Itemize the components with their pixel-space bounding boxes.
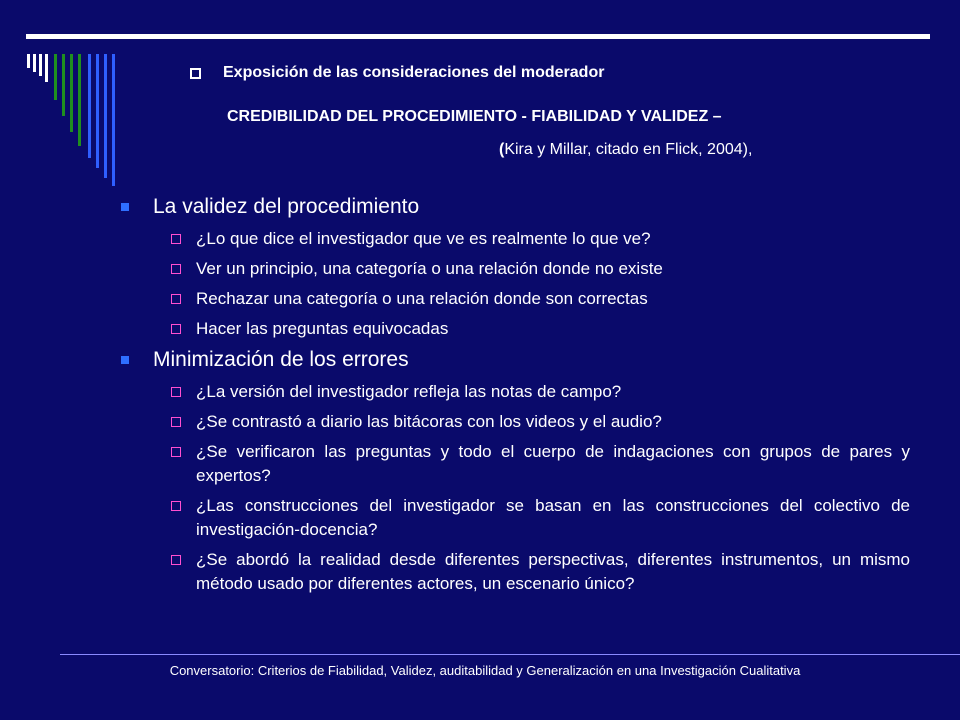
- content-list: [120, 194, 910, 602]
- section-title: [120, 347, 910, 373]
- list-item-text: Hacer las preguntas equivocadas: [196, 319, 449, 338]
- list-item: [170, 410, 910, 434]
- deco-bar: [78, 54, 81, 146]
- hollow-square-bullet-icon: [171, 555, 181, 565]
- list-item-text: ¿Lo que dice el investigador que ve es realmente lo que ve?: [196, 229, 651, 248]
- list-item: [170, 548, 910, 596]
- list-item: [170, 494, 910, 542]
- hollow-square-bullet-icon: [171, 501, 181, 511]
- hollow-square-bullet-icon: [190, 68, 201, 79]
- deco-bar: [62, 54, 65, 116]
- square-bullet-icon: [121, 356, 129, 364]
- list-item-text: ¿Se contrastó a diario las bitácoras con los videos y el audio?: [196, 412, 662, 431]
- footer-rule: [60, 654, 960, 655]
- section-title-text: La validez del procedimiento: [153, 195, 420, 218]
- hollow-square-bullet-icon: [171, 234, 181, 244]
- deco-bar: [96, 54, 99, 168]
- list-item: [170, 257, 910, 281]
- list-item-text: ¿Se verificaron las preguntas y todo el cuerpo de indagaciones con grupos de pares y expertos?: [196, 442, 910, 485]
- deco-bar: [70, 54, 73, 132]
- list-item: [170, 380, 910, 404]
- list-item: [170, 227, 910, 251]
- citation: [499, 141, 930, 159]
- hollow-square-bullet-icon: [171, 417, 181, 427]
- section-title-text: Minimización de los errores: [153, 348, 409, 371]
- section-title: [120, 194, 910, 220]
- deco-bar: [39, 54, 42, 76]
- list-item-text: ¿Se abordó la realidad desde diferentes perspectivas, diferentes instrumentos, un mismo método usado por diferentes actores, un escenario único?: [196, 550, 910, 593]
- list-item: [170, 440, 910, 488]
- list-item: [170, 287, 910, 311]
- citation-text: Kira y Millar, citado en Flick, 2004),: [504, 141, 753, 158]
- hollow-square-bullet-icon: [171, 294, 181, 304]
- heading-row: [190, 64, 930, 82]
- citation-open-paren: (: [499, 141, 505, 158]
- list-item-text: ¿La versión del investigador refleja las notas de campo?: [196, 382, 622, 401]
- footer: Conversatorio: Criterios de Fiabilidad, Validez, auditabilidad y Generalización en una Investigación Cualitativa: [169, 663, 801, 678]
- deco-bar: [27, 54, 30, 68]
- deco-bar: [112, 54, 115, 186]
- deco-bar: [45, 54, 48, 82]
- deco-bar: [54, 54, 57, 100]
- title-block: [190, 64, 930, 159]
- slide-subheading: CREDIBILIDAD DEL PROCEDIMIENTO - FIABILIDAD Y VALIDEZ –: [227, 108, 722, 125]
- hollow-square-bullet-icon: [171, 447, 181, 457]
- deco-bar: [104, 54, 107, 178]
- list-item: [170, 317, 910, 341]
- hollow-square-bullet-icon: [171, 264, 181, 274]
- list-item-text: Ver un principio, una categoría o una relación donde no existe: [196, 259, 663, 278]
- slide-heading: Exposición de las consideraciones del moderador: [223, 64, 605, 81]
- hollow-square-bullet-icon: [171, 387, 181, 397]
- list-item-text: ¿Las construcciones del investigador se basan en las construcciones del colectivo de investigación-docencia?: [196, 496, 910, 539]
- deco-bar: [88, 54, 91, 158]
- list-item-text: Rechazar una categoría o una relación donde son correctas: [196, 289, 648, 308]
- square-bullet-icon: [121, 203, 129, 211]
- hollow-square-bullet-icon: [171, 324, 181, 334]
- top-rule: [26, 34, 930, 39]
- deco-bar: [33, 54, 36, 72]
